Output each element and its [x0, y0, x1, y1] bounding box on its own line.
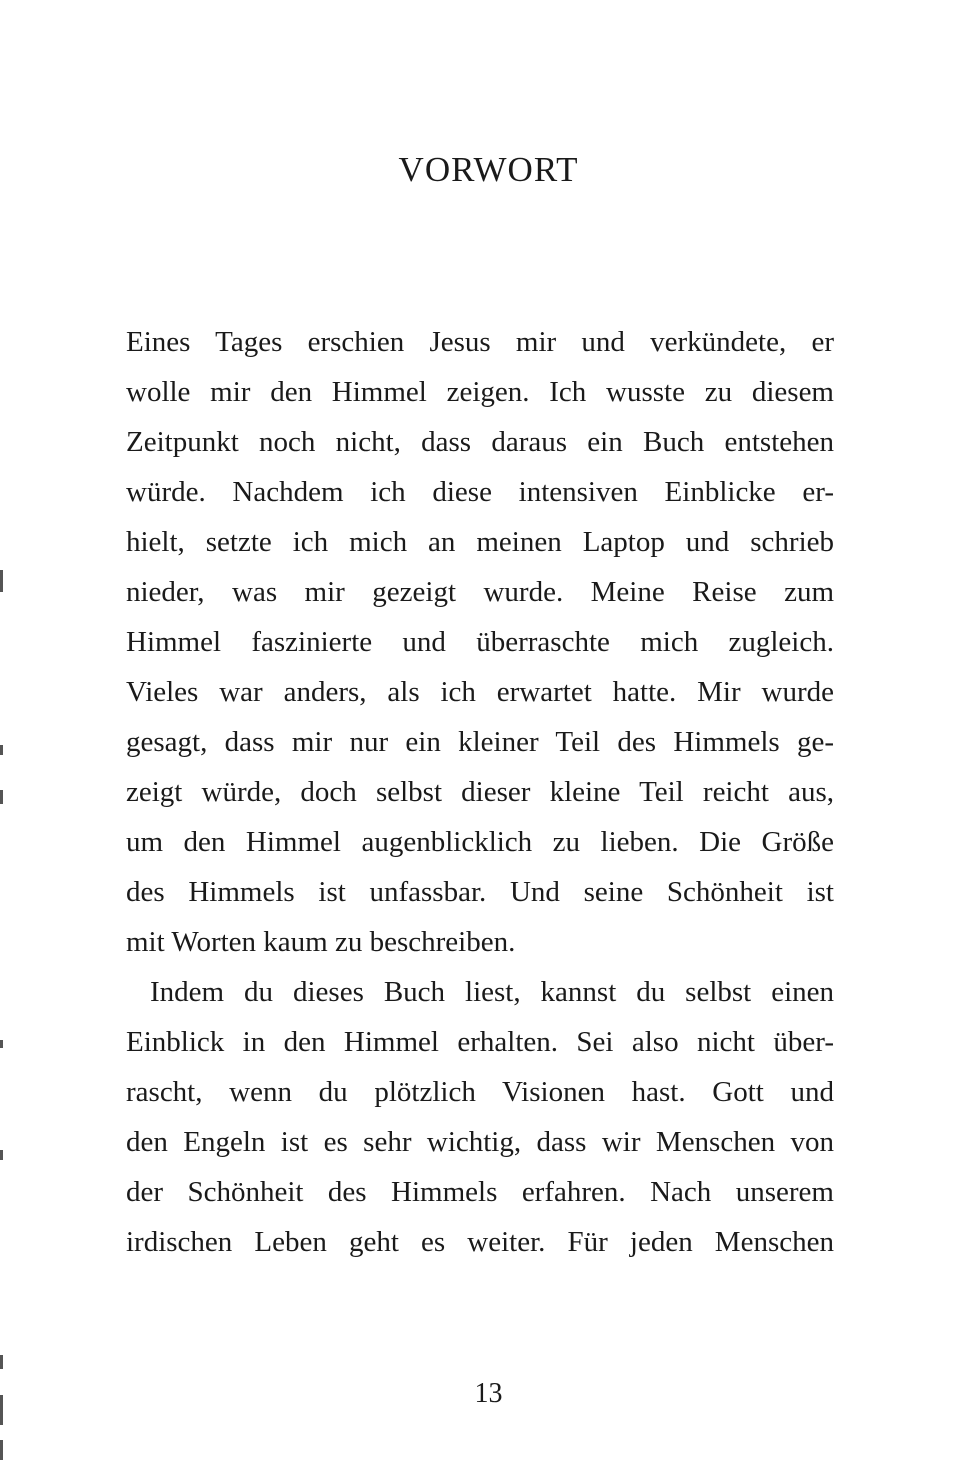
- text-line: Indem du dieses Buch liest, kannst du selbst einen: [150, 976, 834, 1008]
- chapter-title: VORWORT: [398, 150, 579, 189]
- text-line: des Himmels ist unfassbar. Und seine Schönheit ist: [126, 876, 834, 908]
- paragraph-1: [126, 317, 834, 967]
- text-line: den Engeln ist es sehr wichtig, dass wir Menschen von: [126, 1126, 834, 1158]
- edge-mark: [0, 1440, 3, 1460]
- text-line: nieder, was mir gezeigt wurde. Meine Reise zum: [126, 576, 834, 608]
- page-number: 13: [474, 1378, 503, 1409]
- text-line: Zeitpunkt noch nicht, dass daraus ein Buch entstehen: [126, 426, 834, 458]
- text-line: wolle mir den Himmel zeigen. Ich wusste zu diesem: [126, 376, 834, 408]
- edge-mark: [0, 790, 3, 804]
- text-line: Einblick in den Himmel erhalten. Sei also nicht über-: [126, 1026, 834, 1058]
- text-line: gesagt, dass mir nur ein kleiner Teil des Himmels ge-: [126, 726, 834, 758]
- edge-mark: [0, 1355, 3, 1369]
- text-line: würde. Nachdem ich diese intensiven Einblicke er-: [126, 476, 834, 508]
- text-line: der Schönheit des Himmels erfahren. Nach unserem: [126, 1176, 834, 1208]
- edge-mark: [0, 745, 3, 755]
- text-line: zeigt würde, doch selbst dieser kleine Teil reicht aus,: [126, 776, 834, 808]
- scan-edge-marks: [0, 0, 4, 1473]
- edge-mark: [0, 1040, 3, 1048]
- paragraph-2: [126, 967, 834, 1267]
- text-line: mit Worten kaum zu beschreiben.: [126, 926, 516, 958]
- body-text: [126, 317, 834, 1267]
- text-line: hielt, setzte ich mich an meinen Laptop und schrieb: [126, 526, 834, 558]
- text-line: um den Himmel augenblicklich zu lieben. Die Größe: [126, 826, 834, 858]
- text-line: Eines Tages erschien Jesus mir und verkündete, er: [126, 326, 834, 358]
- text-line: rascht, wenn du plötzlich Visionen hast. Gott und: [126, 1076, 834, 1108]
- text-line: irdischen Leben geht es weiter. Für jeden Menschen: [126, 1226, 834, 1258]
- text-line: Himmel faszinierte und überraschte mich zugleich.: [126, 626, 834, 658]
- edge-mark: [0, 1150, 3, 1160]
- edge-mark: [0, 1395, 3, 1425]
- edge-mark: [0, 570, 3, 592]
- text-line: Vieles war anders, als ich erwartet hatte. Mir wurde: [126, 676, 834, 708]
